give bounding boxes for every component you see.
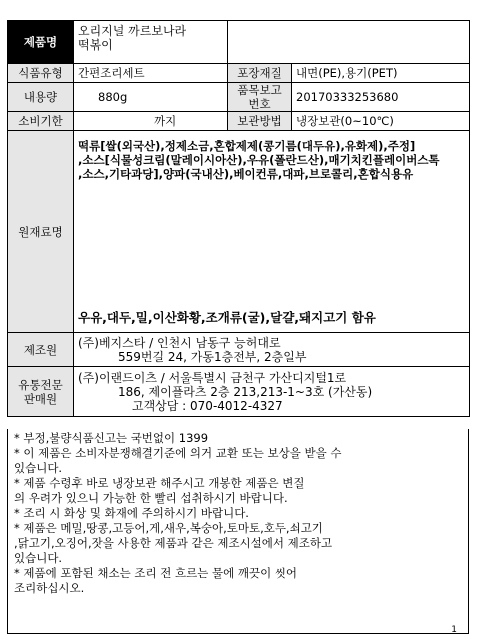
manufacturer-value — [74, 333, 470, 367]
product-name-line2: 떡볶이 — [78, 38, 113, 52]
ingredients-row — [8, 131, 470, 333]
notice-line: ,닭고기,오징어,잣을 사용한 제품과 같은 제조시설에서 제조하고 — [14, 536, 333, 550]
report-number-value: 20170333253680 — [292, 83, 470, 112]
expiry-row — [8, 112, 470, 131]
ingredients-value — [74, 131, 470, 333]
volume-row — [8, 83, 470, 112]
report-number-label: 품목보고번호 — [228, 83, 292, 112]
notice-line: * 부정,불량식품신고는 국번없이 1399 — [14, 431, 209, 445]
notice-line: 조리하십시오. — [14, 581, 85, 595]
ingredients-label: 원재료명 — [8, 131, 74, 333]
manufacturer-row — [8, 333, 470, 367]
product-name-line1: 오리지널 까르보나라 — [78, 24, 187, 38]
manufacturer-label: 제조원 — [8, 333, 74, 367]
manufacturer-line: (주)베지스타 / 인천시 남동구 능허대로 — [78, 335, 281, 350]
distributor-line: 186, 제이플라츠 2층 213,213-1~3호 (가산동) — [118, 384, 373, 399]
expiry-value: 까지 — [74, 112, 228, 131]
product-name-row — [8, 21, 470, 64]
volume-label: 내용량 — [8, 83, 74, 112]
distributor-label-line: 판매원 — [23, 391, 58, 406]
distributor-label-line: 유통전문 — [18, 377, 63, 392]
notice-line: * 조리 시 화상 및 화재에 주의하시기 바랍니다. — [14, 506, 249, 520]
notice-line: 있습니다. — [14, 551, 63, 565]
allergen-statement: 우유,대두,밀,이산화황,조개류(굴),달걀,돼지고기 함유 — [78, 309, 376, 325]
notice-line: * 제품에 포함된 채소는 조리 전 흐르는 물에 깨끗이 씻어 — [14, 566, 298, 580]
distributor-value — [74, 367, 470, 417]
distributor-label — [8, 367, 74, 417]
storage-label: 보관방법 — [228, 112, 292, 131]
expiry-label: 소비기한 — [8, 112, 74, 131]
ingredients-line: ,소스[식물성크림(말레이시아산),우유(폴란드산),매기치킨플레이버스톡 — [78, 152, 440, 167]
distributor-row — [8, 367, 470, 417]
food-type-label: 식품유형 — [8, 64, 74, 83]
notice-line: * 이 제품은 소비자분쟁해결기준에 의거 교환 또는 보상을 받을 수 — [14, 446, 342, 460]
notice-line: * 제품 수령후 바로 냉장보관 해주시고 개봉한 제품은 변질 — [14, 476, 305, 490]
product-name-label: 제품명 — [8, 21, 74, 64]
packaging-label: 포장재질 — [228, 64, 292, 83]
ingredients-line: 떡류[쌀(외국산),정제소금,혼합제제(콩기름(대두유),유화제),주정] — [78, 138, 416, 153]
packaging-value: 내면(PE),용기(PET) — [292, 64, 470, 83]
notice-box — [7, 429, 469, 634]
food-type-value: 간편조리세트 — [74, 64, 228, 83]
ingredients-line: ,소스,기타과당],양파(국내산),베이컨류,대파,브로콜리,혼합식용유 — [78, 166, 414, 181]
product-info-table — [7, 20, 470, 417]
food-type-row — [8, 64, 470, 83]
manufacturer-line: 559번길 24, 가동1층전부, 2층일부 — [118, 349, 307, 364]
volume-value: 880g — [74, 83, 228, 112]
storage-value: 냉장보관(0~10℃) — [292, 112, 470, 131]
notice-line: 있습니다. — [14, 461, 63, 475]
distributor-line: (주)이랜드이츠 / 서울특별시 금천구 가산디지털1로 — [78, 370, 347, 385]
distributor-line: 고객상담 : 070-4012-4327 — [132, 398, 283, 413]
page-number: 1 — [451, 625, 457, 635]
notice-line: * 제품은 메밀,땅콩,고등어,게,새우,복숭아,토마토,호두,쇠고기 — [14, 521, 323, 535]
product-name-value — [74, 21, 228, 64]
product-name-blank — [228, 21, 470, 64]
notice-line: 의 우려가 있으니 가능한 한 빨리 섭취하시기 바랍니다. — [14, 491, 288, 505]
